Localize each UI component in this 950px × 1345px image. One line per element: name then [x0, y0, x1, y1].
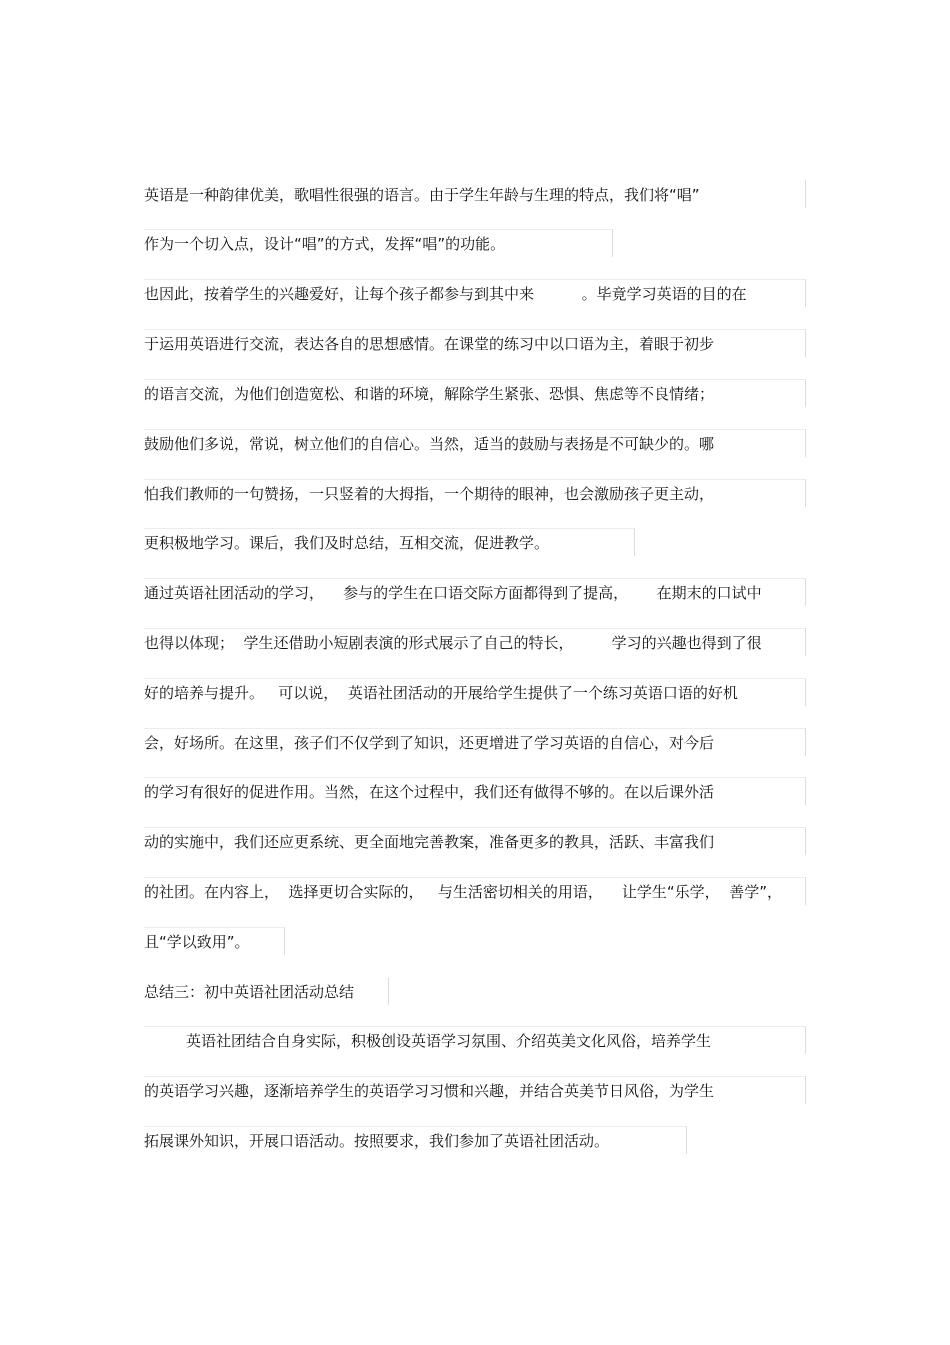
text-line: 且“学以致用”。 [144, 927, 285, 955]
text-line: 的学习有很好的促进作用。当然，在这个过程中，我们还有做得不够的。在以后课外活 [144, 777, 806, 805]
text-line: 的英语学习兴趣，逐渐培养学生的英语学习习惯和兴趣，并结合英美节日风俗，为学生 [144, 1076, 806, 1104]
text-line: 会，好场所。在这里，孩子们不仅学到了知识，还更增进了学习英语的自信心，对今后 [144, 728, 806, 756]
text-line: 的社团。在内容上， 选择更切合实际的， 与生活密切相关的用语， 让学生“乐学， 善学”， [144, 877, 806, 905]
text-line: 英语是一种韵律优美，歌唱性很强的语言。由于学生年龄与生理的特点，我们将“唱” [144, 180, 806, 208]
text-line: 也因此，按着学生的兴趣爱好，让每个孩子都参与到其中来 。毕竟学习英语的目的在 [144, 279, 806, 307]
text-line: 动的实施中，我们还应更系统、更全面地完善教案，准备更多的教具，活跃、丰富我们 [144, 827, 806, 855]
text-line: 通过英语社团活动的学习， 参与的学生在口语交际方面都得到了提高， 在期末的口试中 [144, 578, 806, 606]
text-line: 作为一个切入点，设计“唱”的方式，发挥“唱”的功能。 [144, 229, 613, 257]
text-line: 也得以体现； 学生还借助小短剧表演的形式展示了自己的特长， 学习的兴趣也得到了很 [144, 628, 806, 656]
text-line: 好的培养与提升。 可以说， 英语社团活动的开展给学生提供了一个练习英语口语的好机 [144, 678, 806, 706]
text-line: 鼓励他们多说，常说，树立他们的自信心。当然，适当的鼓励与表扬是不可缺少的。哪 [144, 429, 806, 457]
text-line: 的语言交流，为他们创造宽松、和谐的环境，解除学生紧张、恐惧、焦虑等不良情绪； [144, 379, 806, 407]
text-line: 拓展课外知识，开展口语活动。按照要求，我们参加了英语社团活动。 [144, 1126, 687, 1154]
section-heading: 总结三：初中英语社团活动总结 [144, 977, 389, 1005]
text-line: 英语社团结合自身实际，积极创设英语学习氛围、介绍英美文化风俗，培养学生 [144, 1026, 806, 1054]
text-line: 怕我们教师的一句赞扬，一只竖着的大拇指，一个期待的眼神，也会激励孩子更主动， [144, 479, 806, 507]
text-line: 更积极地学习。课后，我们及时总结，互相交流，促进教学。 [144, 528, 635, 556]
text-line: 于运用英语进行交流，表达各自的思想感情。在课堂的练习中以口语为主，着眼于初步 [144, 329, 806, 357]
